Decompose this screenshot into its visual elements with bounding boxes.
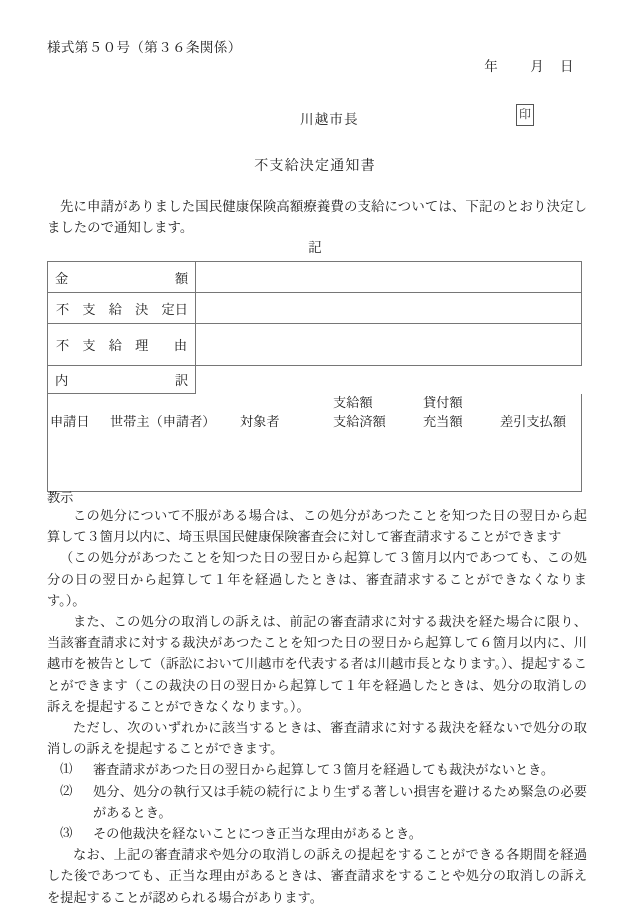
list-item bbox=[47, 823, 587, 844]
table-row-amount bbox=[48, 262, 582, 293]
form-number: 様式第５０号（第３６条関係） bbox=[47, 40, 242, 55]
col-header-shinseibi: 申請日 bbox=[50, 414, 90, 429]
instructions-paragraph-5: なお、上記の審査請求や処分の取消しの訴えの提起をすることができる各期間を経過した後であつても、正当な理由があるときは、審査請求をすることや処分の取消しの訴えを提起することが認められる場合があります。 bbox=[47, 847, 587, 905]
list-item-text: 審査請求があつた日の翌日から起算して３箇月を経過しても裁決がないとき。 bbox=[93, 762, 555, 778]
issuer-row bbox=[300, 108, 540, 128]
instructions-item-list bbox=[47, 759, 587, 844]
instructions-heading: 教示 bbox=[47, 490, 74, 505]
table-row-reason bbox=[48, 324, 582, 366]
breakdown-column-headers bbox=[48, 394, 581, 491]
table-row-breakdown-label bbox=[48, 366, 582, 394]
row-value-reason[interactable] bbox=[196, 324, 582, 366]
breakdown-detail-cell[interactable] bbox=[48, 394, 582, 492]
list-item bbox=[47, 781, 587, 823]
ki-mark: 記 bbox=[308, 240, 322, 255]
list-item-marker: ⑴ bbox=[60, 762, 73, 777]
breakdown-spacer bbox=[196, 366, 582, 394]
decision-table bbox=[47, 261, 582, 492]
col-header-kashitsukegaku: 貸付額 bbox=[423, 395, 463, 410]
list-item bbox=[47, 759, 587, 780]
table-row-decision-date bbox=[48, 293, 582, 324]
col-header-taishousha: 対象者 bbox=[240, 414, 280, 429]
breakdown-header-top-row bbox=[48, 393, 581, 412]
date-year-label: 年 bbox=[484, 59, 498, 74]
date-month-label: 月 bbox=[530, 59, 544, 74]
issuer-name: 川越市長 bbox=[300, 112, 359, 127]
seal-box-icon: 印 bbox=[516, 104, 534, 126]
list-item-text: 処分、処分の執行又は手続の続行により生ずる著しい損害を避けるため緊急の必要があるとき。 bbox=[93, 783, 587, 820]
list-item-marker: ⑵ bbox=[60, 783, 73, 798]
col-header-juutougaku: 充当額 bbox=[423, 414, 463, 429]
date-day-label: 日 bbox=[560, 59, 574, 74]
col-header-shikyuzumigaku: 支給済額 bbox=[333, 414, 386, 429]
col-header-sashihikishiharaigaku: 差引支払額 bbox=[500, 414, 566, 429]
col-header-shikyugaku: 支給額 bbox=[333, 395, 373, 410]
instructions-paragraph-4: ただし、次のいずれかに該当するときは、審査請求に対する裁決を経ないで処分の取消しの訴えを提起することができます。 bbox=[47, 720, 587, 757]
row-label-amount: 金 額 bbox=[48, 262, 196, 293]
instructions-paragraph-2: （この処分があつたことを知つた日の翌日から起算して３箇月以内であつても、この処分の日の翌日から起算して１年を経過したときは、審査請求することができなくなります。）。 bbox=[47, 550, 587, 608]
col-header-setainushi: 世帯主（申請者） bbox=[110, 414, 216, 429]
row-label-decision-date: 不 支 給 決 定 日 bbox=[48, 293, 196, 324]
instructions-body bbox=[47, 505, 587, 908]
list-item-marker: ⑶ bbox=[60, 826, 73, 841]
instructions-paragraph-1: この処分について不服がある場合は、この処分があつたことを知つた日の翌日から起算して３箇月以内に、埼玉県国民健康保険審査会に対して審査請求することができます bbox=[47, 508, 587, 545]
instructions-paragraph-3: また、この処分の取消しの訴えは、前記の審査請求に対する裁決を経た場合に限り、当該審査請求に対する裁決があつたことを知つた日の翌日から起算して６箇月以内に、川越市を被告として（訴訟において川越市を代表する者は川越市長となります。）、提起することができます（この裁決の日の翌日から起算して１年を経過したときは、処分の取消しの訴えを提起することができなくなります。）。 bbox=[47, 614, 587, 714]
row-value-amount[interactable] bbox=[196, 262, 582, 293]
row-label-reason: 不 支 給 理 由 bbox=[48, 324, 196, 366]
document-title: 不支給決定通知書 bbox=[254, 159, 376, 174]
row-value-decision-date[interactable] bbox=[196, 293, 582, 324]
lead-paragraph: 先に申請がありました国民健康保険高額療養費の支給については、下記のとおり決定しましたので通知します。 bbox=[47, 199, 587, 235]
table-row-breakdown-detail bbox=[48, 394, 582, 492]
date-line bbox=[468, 55, 590, 75]
row-label-breakdown: 内 訳 bbox=[48, 366, 196, 394]
breakdown-header-bottom-row bbox=[48, 412, 581, 431]
list-item-text: その他裁決を経ないことにつき正当な理由があるとき。 bbox=[93, 826, 422, 842]
